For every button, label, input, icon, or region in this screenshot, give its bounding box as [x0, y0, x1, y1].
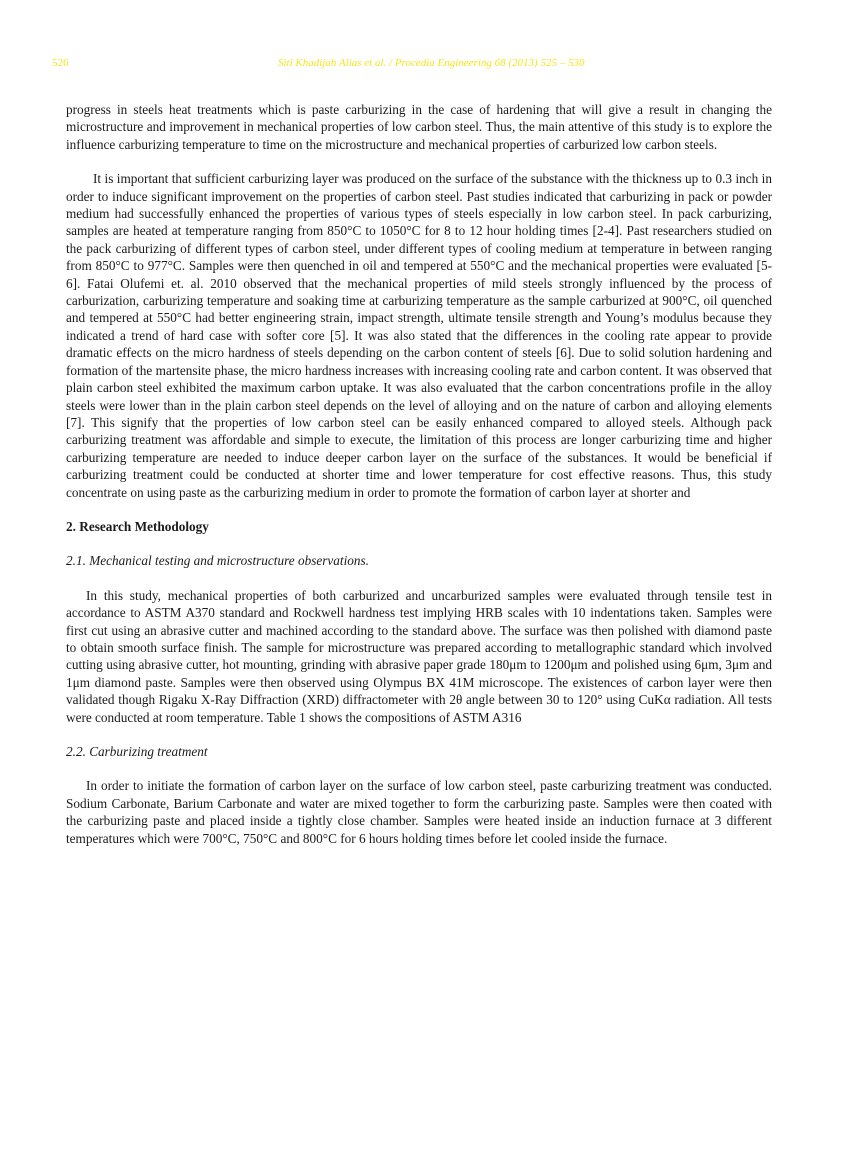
subsection-heading-carburizing: 2.2. Carburizing treatment [66, 744, 208, 759]
subsection-heading-mechanical-testing: 2.1. Mechanical testing and microstructure observations. [66, 553, 369, 569]
paragraph-carburizing: In order to initiate the formation of carbon layer on the surface of low carbon steel, paste carburizing treatment was conducted. Sodium Carbonate, Barium Carbonate and water are mixed together to form the carburizing paste. Samples were then coated with the carburizing paste and placed inside a tightly close chamber. Samples were heated inside an induction furnace at 3 different temperatures which were 700°C, 750°C and 800°C for 6 hours holding times before let cooled inside the furnace. [66, 778, 772, 846]
spacer [66, 726, 772, 743]
page-header [52, 57, 772, 73]
article-body [66, 101, 772, 847]
spacer [66, 535, 772, 552]
paragraph-mechanical-testing: In this study, mechanical properties of both carburized and uncarburized samples were evaluated through tensile test in accordance to ASTM A370 standard and Rockwell hardness test implying HRB scales with 10 indentations taken. Samples were first cut using an abrasive cutter and machined according to the standard above. The surface was then polished with diamond paste to obtain smooth surface finish. The sample for microstructure was prepared according to metallographic standard which involved cutting using abrasive cutter, hot mounting, grinding with abrasive paper grade 180μm to 1200μm and polished using 6μm, 3μm and 1μm diamond paste. Samples were then observed using Olympus BX 41M microscope. The existences of carbon layer were then validated though Rigaku X-Ray Diffraction (XRD) diffractometer with 2θ angle between 30 to 120° using CuKα radiation. All tests were conducted at room temperature. Table 1 shows the compositions of ASTM A316 [66, 587, 772, 725]
paragraph-background: It is important that sufficient carburizing layer was produced on the surface of the substance with the thickness up to 0.3 inch in order to induce significant improvement on the properties of carbon steel. Past studies indicated that carburizing in pack or powder medium had successfully enhanced the properties of various types of steels especially in low carbon steel. In pack carburizing, samples are heated at temperature ranging from 850°C to 1050°C for 8 to 12 hour holding times [2-4]. Past researchers studied on the pack carburizing of different types of carbon steel, under different types of cooling medium at temperature in between ranging from 850°C to 977°C. Samples were then quenched in oil and tempered at 550°C and the mechanical properties were evaluated [5-6]. Fatai Olufemi et. al. 2010 observed that the mechanical properties of mild steels strongly influenced by the process of carburization, carburizing temperature and soaking time at carburizing temperature as the sample carburized at 900°C, oil quenched and tempered at 550°C had better engineering strain, impact strength, ultimate tensile strength and Young’s modulus because they indicated a trend of hard case with softer core [5]. It was also stated that the differences in the cooling rate appear to provide dramatic effects on the micro hardness of steels depending on the carbon content of steels [6]. Due to solid solution hardening and formation of the martensite phase, the micro hardness increases with increasing cooling rate and carbon content. It was observed that plain carbon steel exhibited the maximum carbon uptake. It was also evaluated that the carbon concentrations profile in the alloy steels were lower than in the plain carbon steel depends on the level of alloying and on the nature of carbon and alloying elements [7]. This signify that the properties of low carbon steel can be easily enhanced compared to alloyed steels. Although pack carburizing treatment was affordable and simple to execute, the limitation of this process are longer carburizing time and higher carburizing temperature are needed to induce deeper carbon layer on the surface of the substances. It would be beneficial if carburizing treatment could be conducted at shorter time and lower temperature for cost effective reasons. Thus, this study concentrate on using paste as the carburizing medium in order to promote the formation of carbon layer at shorter and [66, 171, 772, 500]
running-head: Siti Khadijah Alias et al. / Procedia Engineering 68 (2013) 525 – 530 [278, 57, 585, 69]
section-heading-methodology: 2. Research Methodology [66, 518, 209, 534]
spacer [66, 501, 772, 518]
spacer [66, 570, 772, 587]
page-number: 526 [52, 57, 69, 69]
paragraph-intro-continued: progress in steels heat treatments which is paste carburizing in the case of hardening that will give a result in changing the microstructure and improvement in mechanical properties of low carbon steel. Thus, the main attentive of this study is to explore the influence carburizing temperature to time on the microstructure and mechanical properties of carburized low carbon steels. [66, 102, 772, 152]
spacer [66, 760, 772, 777]
spacer [66, 153, 772, 170]
